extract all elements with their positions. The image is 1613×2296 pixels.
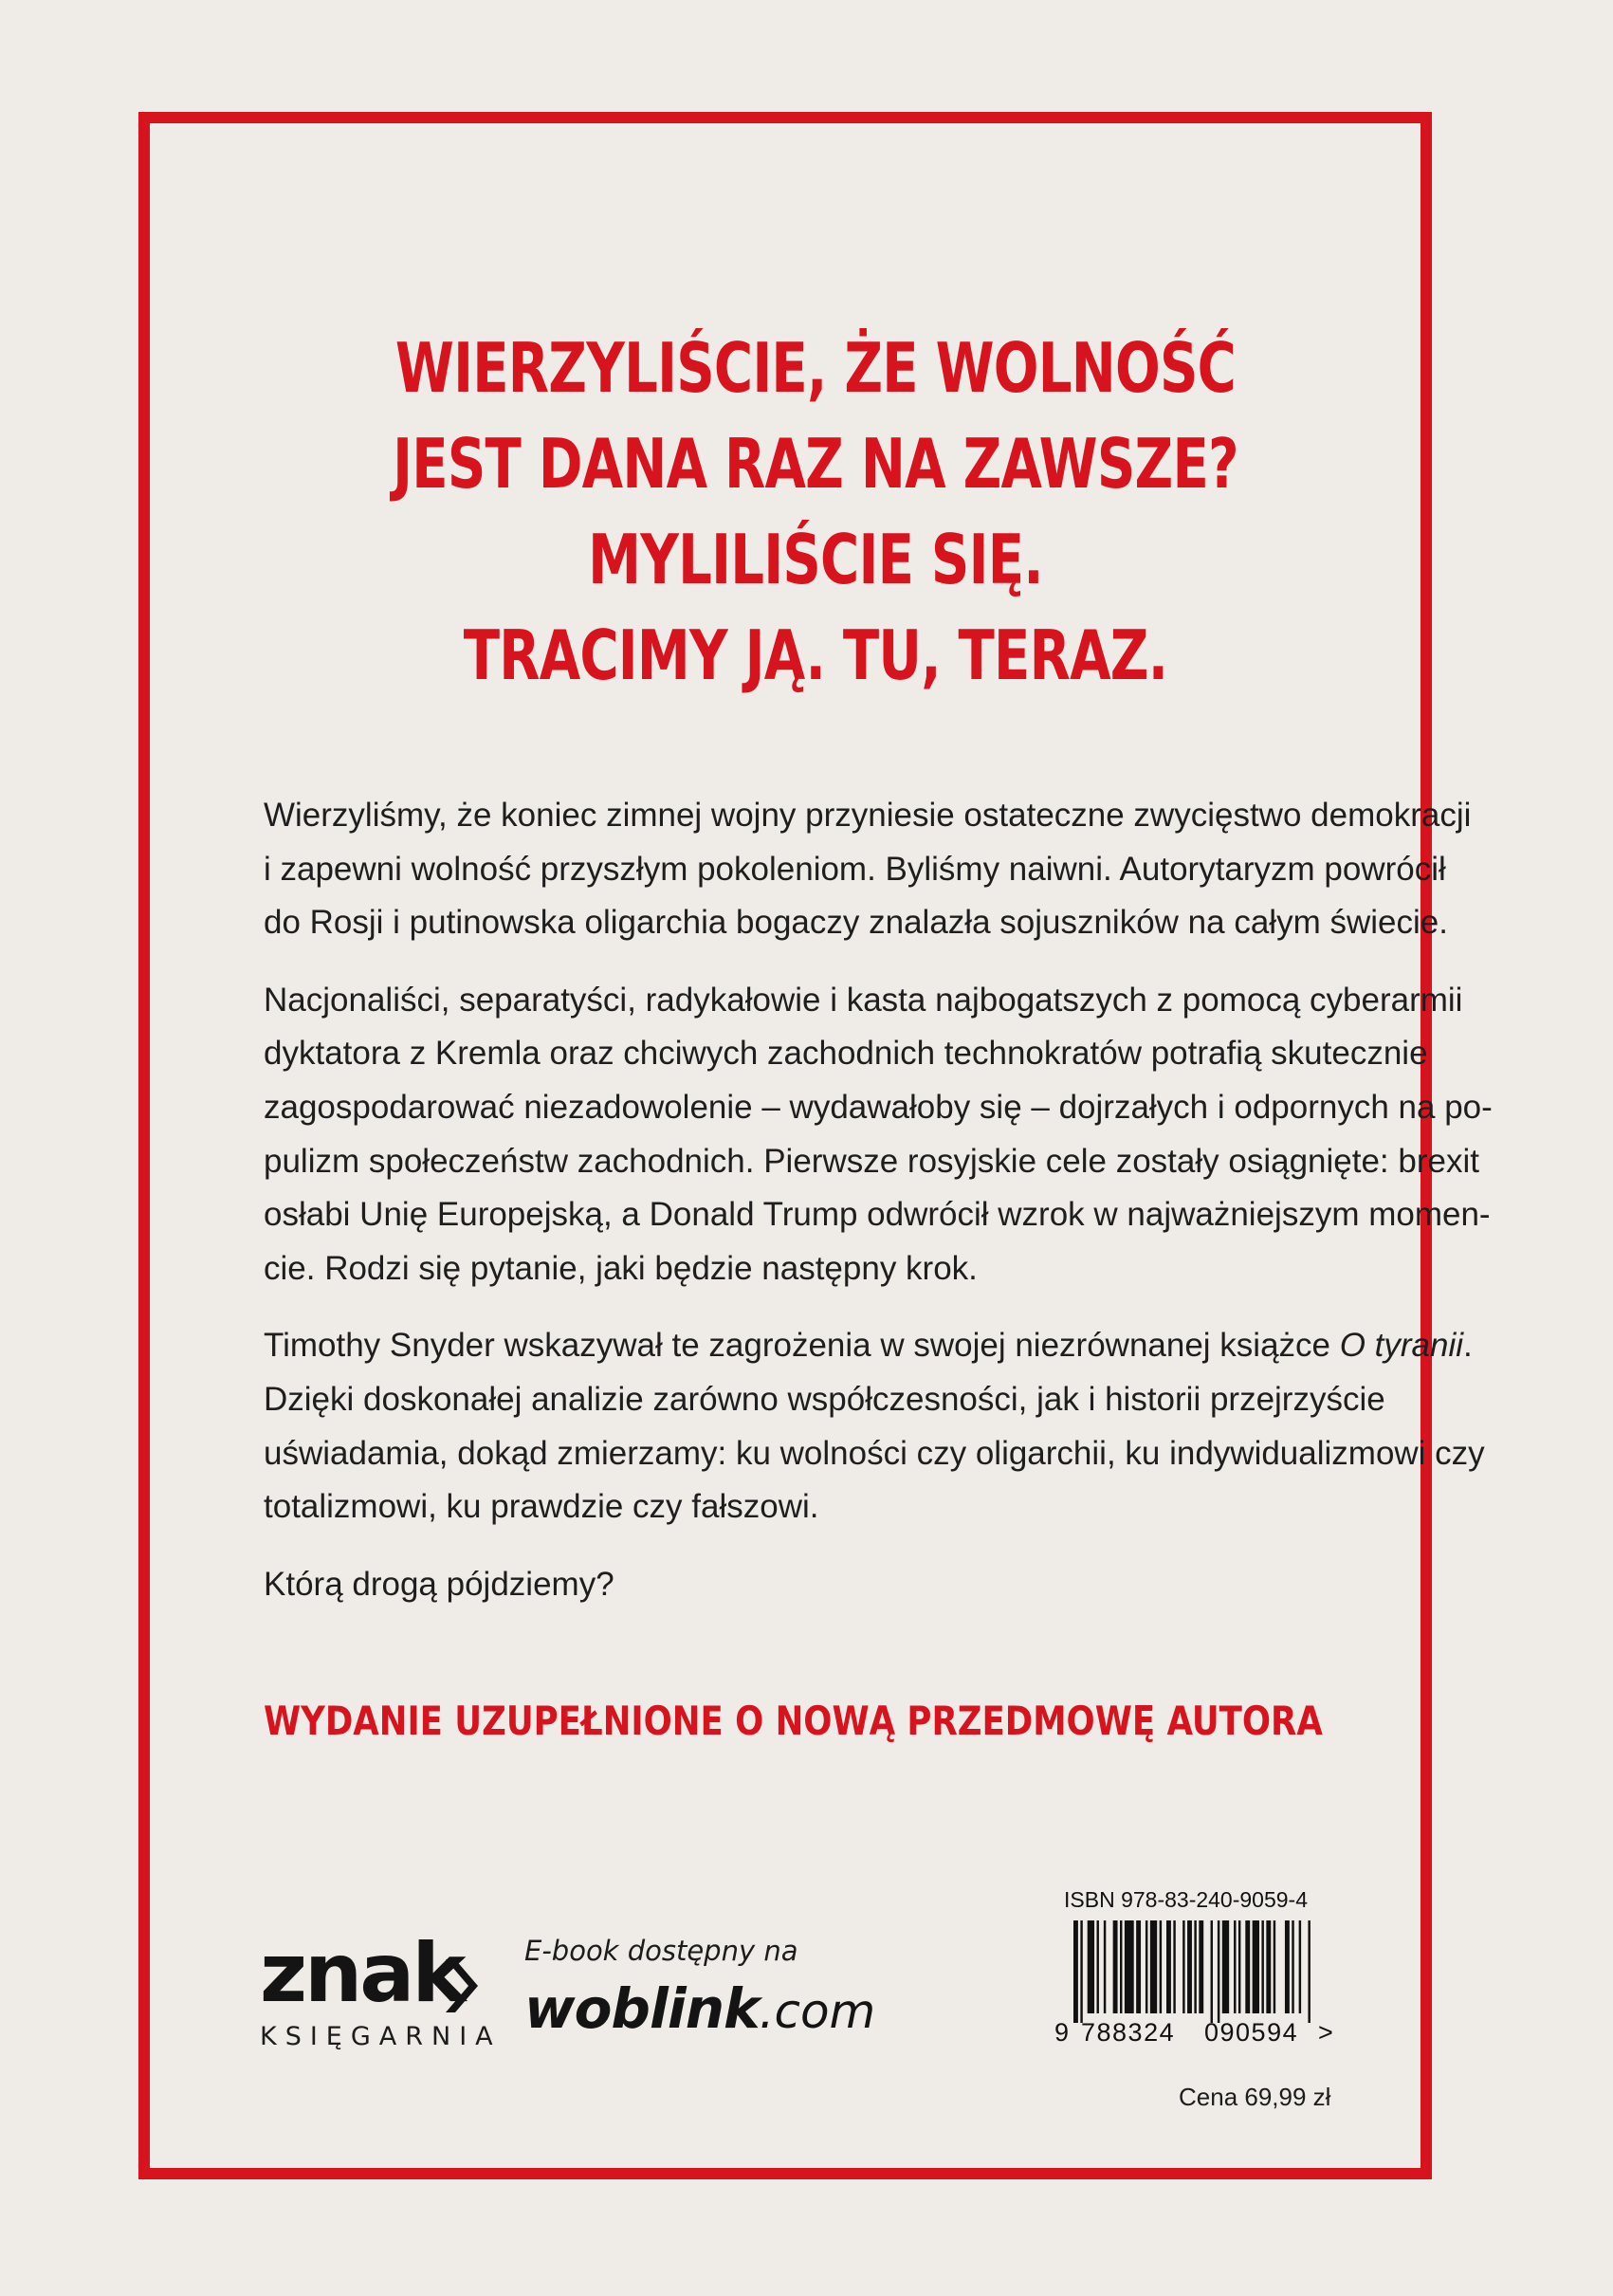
woblink-name: woblink: [524, 1976, 760, 2041]
text-line: dyktatora z Kremla oraz chciwych zachodnich technokratów potrafią skutecznie: [264, 1035, 1428, 1073]
barcode-bar: [1238, 1920, 1240, 2013]
text-line: Którą drogą pójdziemy?: [264, 1565, 614, 1603]
headline-line-2: JEST DANA RAZ NA ZAWSZE?: [393, 424, 1238, 504]
text-line: uświadamia, dokąd zmierzamy: ku wolności czy oligarchii, ku indywidualizmowi czy: [264, 1434, 1485, 1472]
barcode-bar: [1245, 1920, 1250, 2013]
edition-note: WYDANIE UZUPEŁNIONE O NOWĄ PRZEDMOWĘ AUTORA: [264, 1698, 1323, 1744]
barcode-bar: [1187, 1920, 1192, 2013]
woblink-tld: .com: [759, 1984, 876, 2039]
text-segment: Timothy Snyder wskazywał te zagrożenia w swojej niezrównanej książce: [264, 1327, 1340, 1365]
barcode-bar: [1173, 1920, 1175, 2013]
blurb-body: [264, 789, 1493, 1635]
headline: [298, 321, 1333, 704]
barcode-bar: [1211, 1920, 1213, 2023]
barcode-bar: [1104, 1920, 1106, 2013]
text-line: pulizm społeczeństw zachodnich. Pierwsze rosyjskie cele zostały osiągnięte: brexit: [264, 1142, 1479, 1180]
blurb-paragraph-3: [264, 1319, 1485, 1534]
text-line: zagospodarować niezadowolenie – wydawałoby się – dojrzałych i odpornych na po-: [264, 1088, 1493, 1126]
barcode-bar: [1136, 1920, 1141, 2013]
barcode-bars: [1073, 1920, 1311, 2023]
publisher-chevron-icon: [446, 1959, 478, 2012]
barcode-bar: [1274, 1920, 1275, 2013]
barcode-bar: [1194, 1920, 1196, 2013]
headline-line-1: WIERZYLIŚCIE, ŻE WOLNOŚĆ: [394, 328, 1237, 408]
text-line: totalizmowi, ku prawdzie czy fałszowi.: [264, 1488, 819, 1526]
text-line: Dzięki doskonałej analizie zarówno współczesności, jak i historii przejrzyście: [264, 1380, 1385, 1418]
barcode-bar: [1266, 1920, 1271, 2013]
publisher-subtitle: KSIĘGARNIA: [260, 2022, 502, 2051]
barcode-bar: [1113, 1920, 1118, 2013]
barcode-bar: [1218, 1920, 1219, 2023]
woblink-logo: [524, 1978, 875, 2042]
headline-line-3: MYLILIŚCIE SIĘ.: [588, 520, 1043, 599]
blurb-paragraph-4: [264, 1558, 1316, 1612]
barcode-bar: [1097, 1920, 1099, 2013]
text-line: [264, 1319, 1473, 1373]
barcode-bar: [1253, 1920, 1259, 2013]
blurb-paragraph-2: [264, 974, 1493, 1296]
barcode-bar: [1222, 1920, 1229, 2013]
barcode: [1053, 1913, 1337, 2050]
barcode-bar: [1150, 1920, 1157, 2013]
barcode-bar: [1088, 1920, 1094, 2013]
barcode-bar: [1120, 1920, 1122, 2013]
text-line: osłabi Unię Europejską, a Donald Trump odwrócił wzrok w najważniejszym momen-: [264, 1196, 1491, 1234]
barcode-digits-left: 788324: [1081, 2018, 1176, 2047]
blurb-paragraph-1: [264, 789, 1472, 950]
text-line: Wierzyliśmy, że koniec zimnej wojny przyniesie ostateczne zwycięstwo demokracji: [264, 797, 1472, 834]
barcode-bar: [1166, 1920, 1171, 2013]
book-title-italic: O tyranii: [1339, 1327, 1464, 1365]
barcode-bar: [1182, 1920, 1184, 2013]
barcode-digits-right: 090594: [1204, 2018, 1299, 2047]
barcode-guard: >: [1318, 2018, 1333, 2047]
barcode-bar: [1261, 1920, 1263, 2013]
publisher-logo: [260, 1926, 502, 2051]
barcode-bar: [1146, 1920, 1147, 2013]
barcode-bar: [1308, 1920, 1310, 2023]
barcode-bar: [1199, 1920, 1203, 2013]
isbn-label: ISBN 978-83-240-9059-4: [1064, 1887, 1308, 1912]
barcode-bar: [1073, 1920, 1078, 2023]
text-line: Nacjonaliści, separatyści, radykałowie i kasta najbogatszych z pomocą cyberarmii: [264, 981, 1463, 1019]
text-line: i zapewni wolność przyszłym pokoleniom. Byliśmy naiwni. Autorytaryzm powrócił: [264, 850, 1446, 888]
barcode-bar: [1299, 1920, 1301, 2013]
barcode-block: [1053, 1887, 1337, 2055]
ebook-text: E-book dostępny na: [524, 1935, 798, 1967]
publisher-name: znak: [260, 1926, 464, 2021]
barcode-bar: [1080, 1920, 1082, 2023]
barcode-bar: [1234, 1920, 1236, 2013]
text-segment: .: [1463, 1327, 1473, 1365]
headline-line-4: TRACIMY JĄ. TU, TERAZ.: [463, 615, 1168, 695]
barcode-bar: [1160, 1920, 1162, 2013]
ebook-notice: [524, 1935, 875, 2042]
barcode-bar: [1292, 1920, 1293, 2013]
text-line: cie. Rodzi się pytanie, jaki będzie następny krok.: [264, 1249, 978, 1287]
barcode-bar: [1125, 1920, 1134, 2013]
barcode-bar: [1285, 1920, 1290, 2013]
price-label: Cena 69,99 zł: [1179, 2083, 1331, 2111]
barcode-digit-first: 9: [1054, 2018, 1070, 2047]
text-line: do Rosji i putinowska oligarchia bogaczy znalazła sojuszników na całym świecie.: [264, 904, 1448, 942]
